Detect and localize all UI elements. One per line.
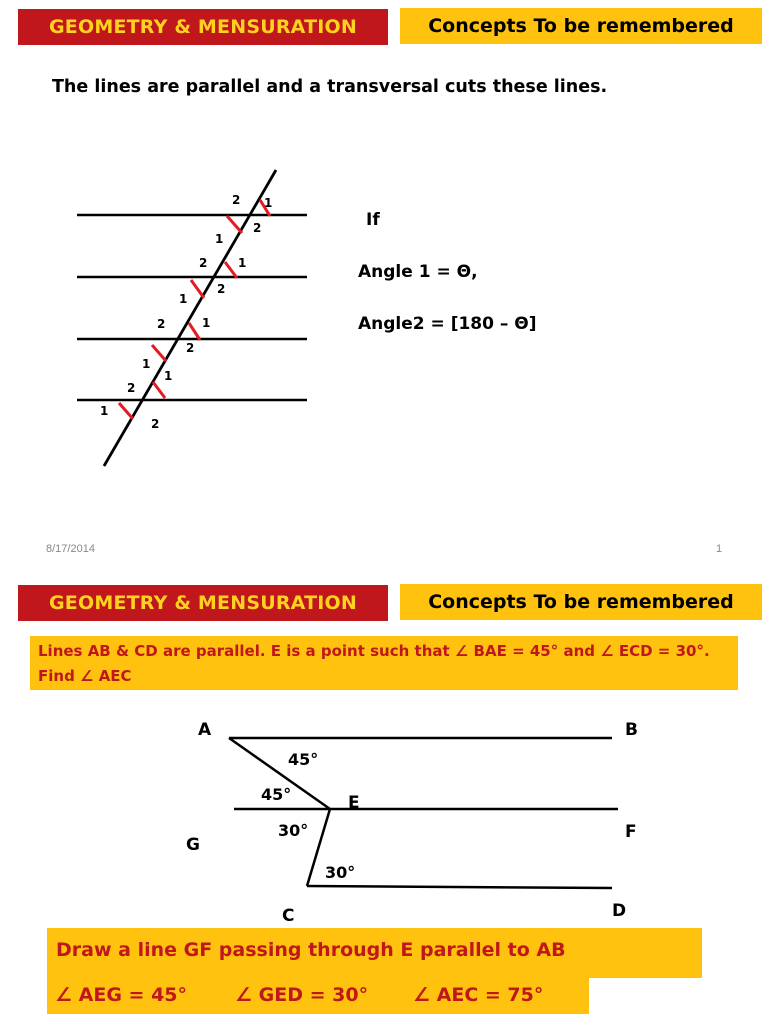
point-g-label: G: [186, 835, 200, 855]
angle-label-2: 2: [217, 282, 226, 296]
condition-angle2: Angle2 = [180 – Θ]: [358, 314, 537, 334]
angle-label-1: 1: [164, 369, 173, 383]
angle-label-2: 2: [232, 193, 241, 207]
angle-label-2: 2: [127, 381, 136, 395]
point-c-label: C: [282, 906, 295, 926]
transversal-diagram: [0, 150, 360, 480]
slide2-title-left: GEOMETRY & MENSURATION: [18, 585, 388, 621]
point-e-label: E: [348, 793, 360, 813]
angle-label-2: 2: [151, 417, 160, 431]
slide1-date: 8/17/2014: [46, 543, 95, 555]
problem-statement: Lines AB & CD are parallel. E is a point such that ∠ BAE = 45° and ∠ ECD = 30°. Find ∠ AEC: [30, 636, 738, 690]
slide1-intro-text: The lines are parallel and a transversal cuts these lines.: [52, 77, 608, 97]
slide1-title-right: Concepts To be remembered: [400, 8, 762, 44]
angle-aeg-label: 45°: [261, 785, 292, 804]
result-aec: ∠ AEC = 75°: [413, 984, 544, 1006]
point-d-label: D: [612, 901, 627, 921]
angle-label-2: 2: [186, 341, 195, 355]
result-ged: ∠ GED = 30°: [235, 984, 369, 1006]
angle-ecd-label: 30°: [325, 863, 356, 882]
angle-label-1: 1: [179, 292, 188, 306]
angle-label-2: 2: [157, 317, 166, 331]
slide1-page-number: 1: [716, 543, 723, 555]
instruction-box: Draw a line GF passing through E parallel to AB: [47, 928, 702, 978]
line-cd: [307, 886, 612, 888]
point-f-label: F: [625, 822, 637, 842]
angle-ged-label: 30°: [278, 821, 309, 840]
angle-label-1: 1: [264, 196, 273, 210]
point-a-label: A: [198, 720, 212, 740]
angle-label-1: 1: [202, 316, 211, 330]
angle-label-1: 1: [100, 404, 109, 418]
parallel-lines-diagram: [170, 705, 660, 930]
condition-if: If: [366, 210, 380, 230]
angle-label-2: 2: [199, 256, 208, 270]
angle-label-1: 1: [142, 357, 151, 371]
point-b-label: B: [625, 720, 638, 740]
angle-bae-label: 45°: [288, 750, 319, 769]
angle-label-2: 2: [253, 221, 262, 235]
slide1-title-left: GEOMETRY & MENSURATION: [18, 9, 388, 45]
slide2-title-right: Concepts To be remembered: [400, 584, 762, 620]
result-aeg: ∠ AEG = 45°: [55, 984, 188, 1006]
results-box: [47, 978, 589, 1014]
angle-label-1: 1: [238, 256, 247, 270]
condition-angle1: Angle 1 = Θ,: [358, 262, 478, 282]
angle-label-1: 1: [215, 232, 224, 246]
